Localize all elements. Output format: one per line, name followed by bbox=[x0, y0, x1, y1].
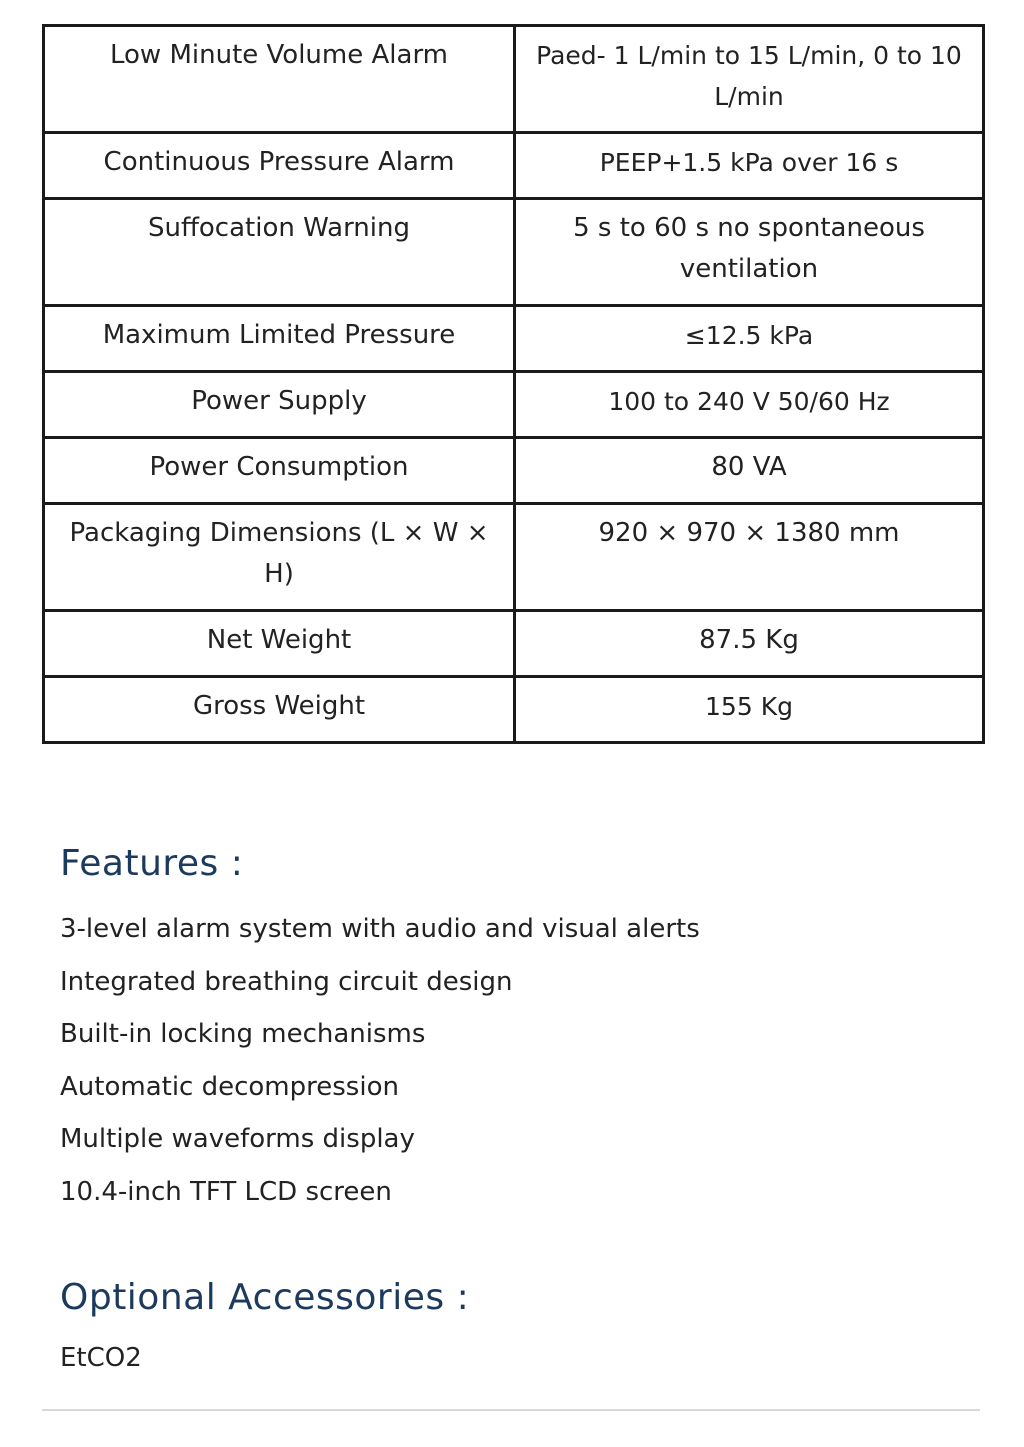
features-heading: Features : bbox=[60, 843, 244, 884]
spec-label: Gross Weight bbox=[44, 677, 515, 743]
divider bbox=[42, 1409, 980, 1411]
spec-value: 5 s to 60 s no spontaneous ventilation bbox=[515, 199, 984, 306]
table-row bbox=[44, 504, 984, 611]
spec-value: Paed- 1 L/min to 15 L/min, 0 to 10 L/min bbox=[515, 26, 984, 133]
table-row bbox=[44, 199, 984, 306]
list-item: EtCO2 bbox=[60, 1343, 142, 1373]
table-row bbox=[44, 133, 984, 199]
list-item: Integrated breathing circuit design bbox=[60, 966, 513, 997]
spec-value: 155 Kg bbox=[515, 677, 984, 743]
table-row bbox=[44, 677, 984, 743]
table-row bbox=[44, 438, 984, 504]
table-row bbox=[44, 372, 984, 438]
spec-label: Power Consumption bbox=[44, 438, 515, 504]
list-item: Multiple waveforms display bbox=[60, 1124, 415, 1155]
table-row bbox=[44, 306, 984, 372]
optional-accessories-heading: Optional Accessories : bbox=[60, 1277, 470, 1318]
spec-value: 100 to 240 V 50/60 Hz bbox=[515, 372, 984, 438]
spec-label: Maximum Limited Pressure bbox=[44, 306, 515, 372]
spec-value: ≤12.5 kPa bbox=[515, 306, 984, 372]
spec-label: Suffocation Warning bbox=[44, 199, 515, 306]
list-item: Automatic decompression bbox=[60, 1071, 399, 1102]
list-item: Built-in locking mechanisms bbox=[60, 1019, 426, 1050]
table-row bbox=[44, 611, 984, 677]
spec-label: Net Weight bbox=[44, 611, 515, 677]
spec-label: Packaging Dimensions (L × W × H) bbox=[44, 504, 515, 611]
spec-label: Continuous Pressure Alarm bbox=[44, 133, 515, 199]
spec-value: 920 × 970 × 1380 mm bbox=[515, 504, 984, 611]
specification-table bbox=[42, 24, 985, 744]
list-item: 3-level alarm system with audio and visual alerts bbox=[60, 914, 700, 944]
features-list bbox=[60, 903, 700, 1219]
spec-label: Power Supply bbox=[44, 372, 515, 438]
spec-label: Low Minute Volume Alarm bbox=[44, 26, 515, 133]
table-row bbox=[44, 26, 984, 133]
accessories-list bbox=[60, 1336, 142, 1380]
spec-value: 80 VA bbox=[515, 438, 984, 504]
spec-value: PEEP+1.5 kPa over 16 s bbox=[515, 133, 984, 199]
list-item: 10.4-inch TFT LCD screen bbox=[60, 1176, 392, 1207]
spec-value: 87.5 Kg bbox=[515, 611, 984, 677]
